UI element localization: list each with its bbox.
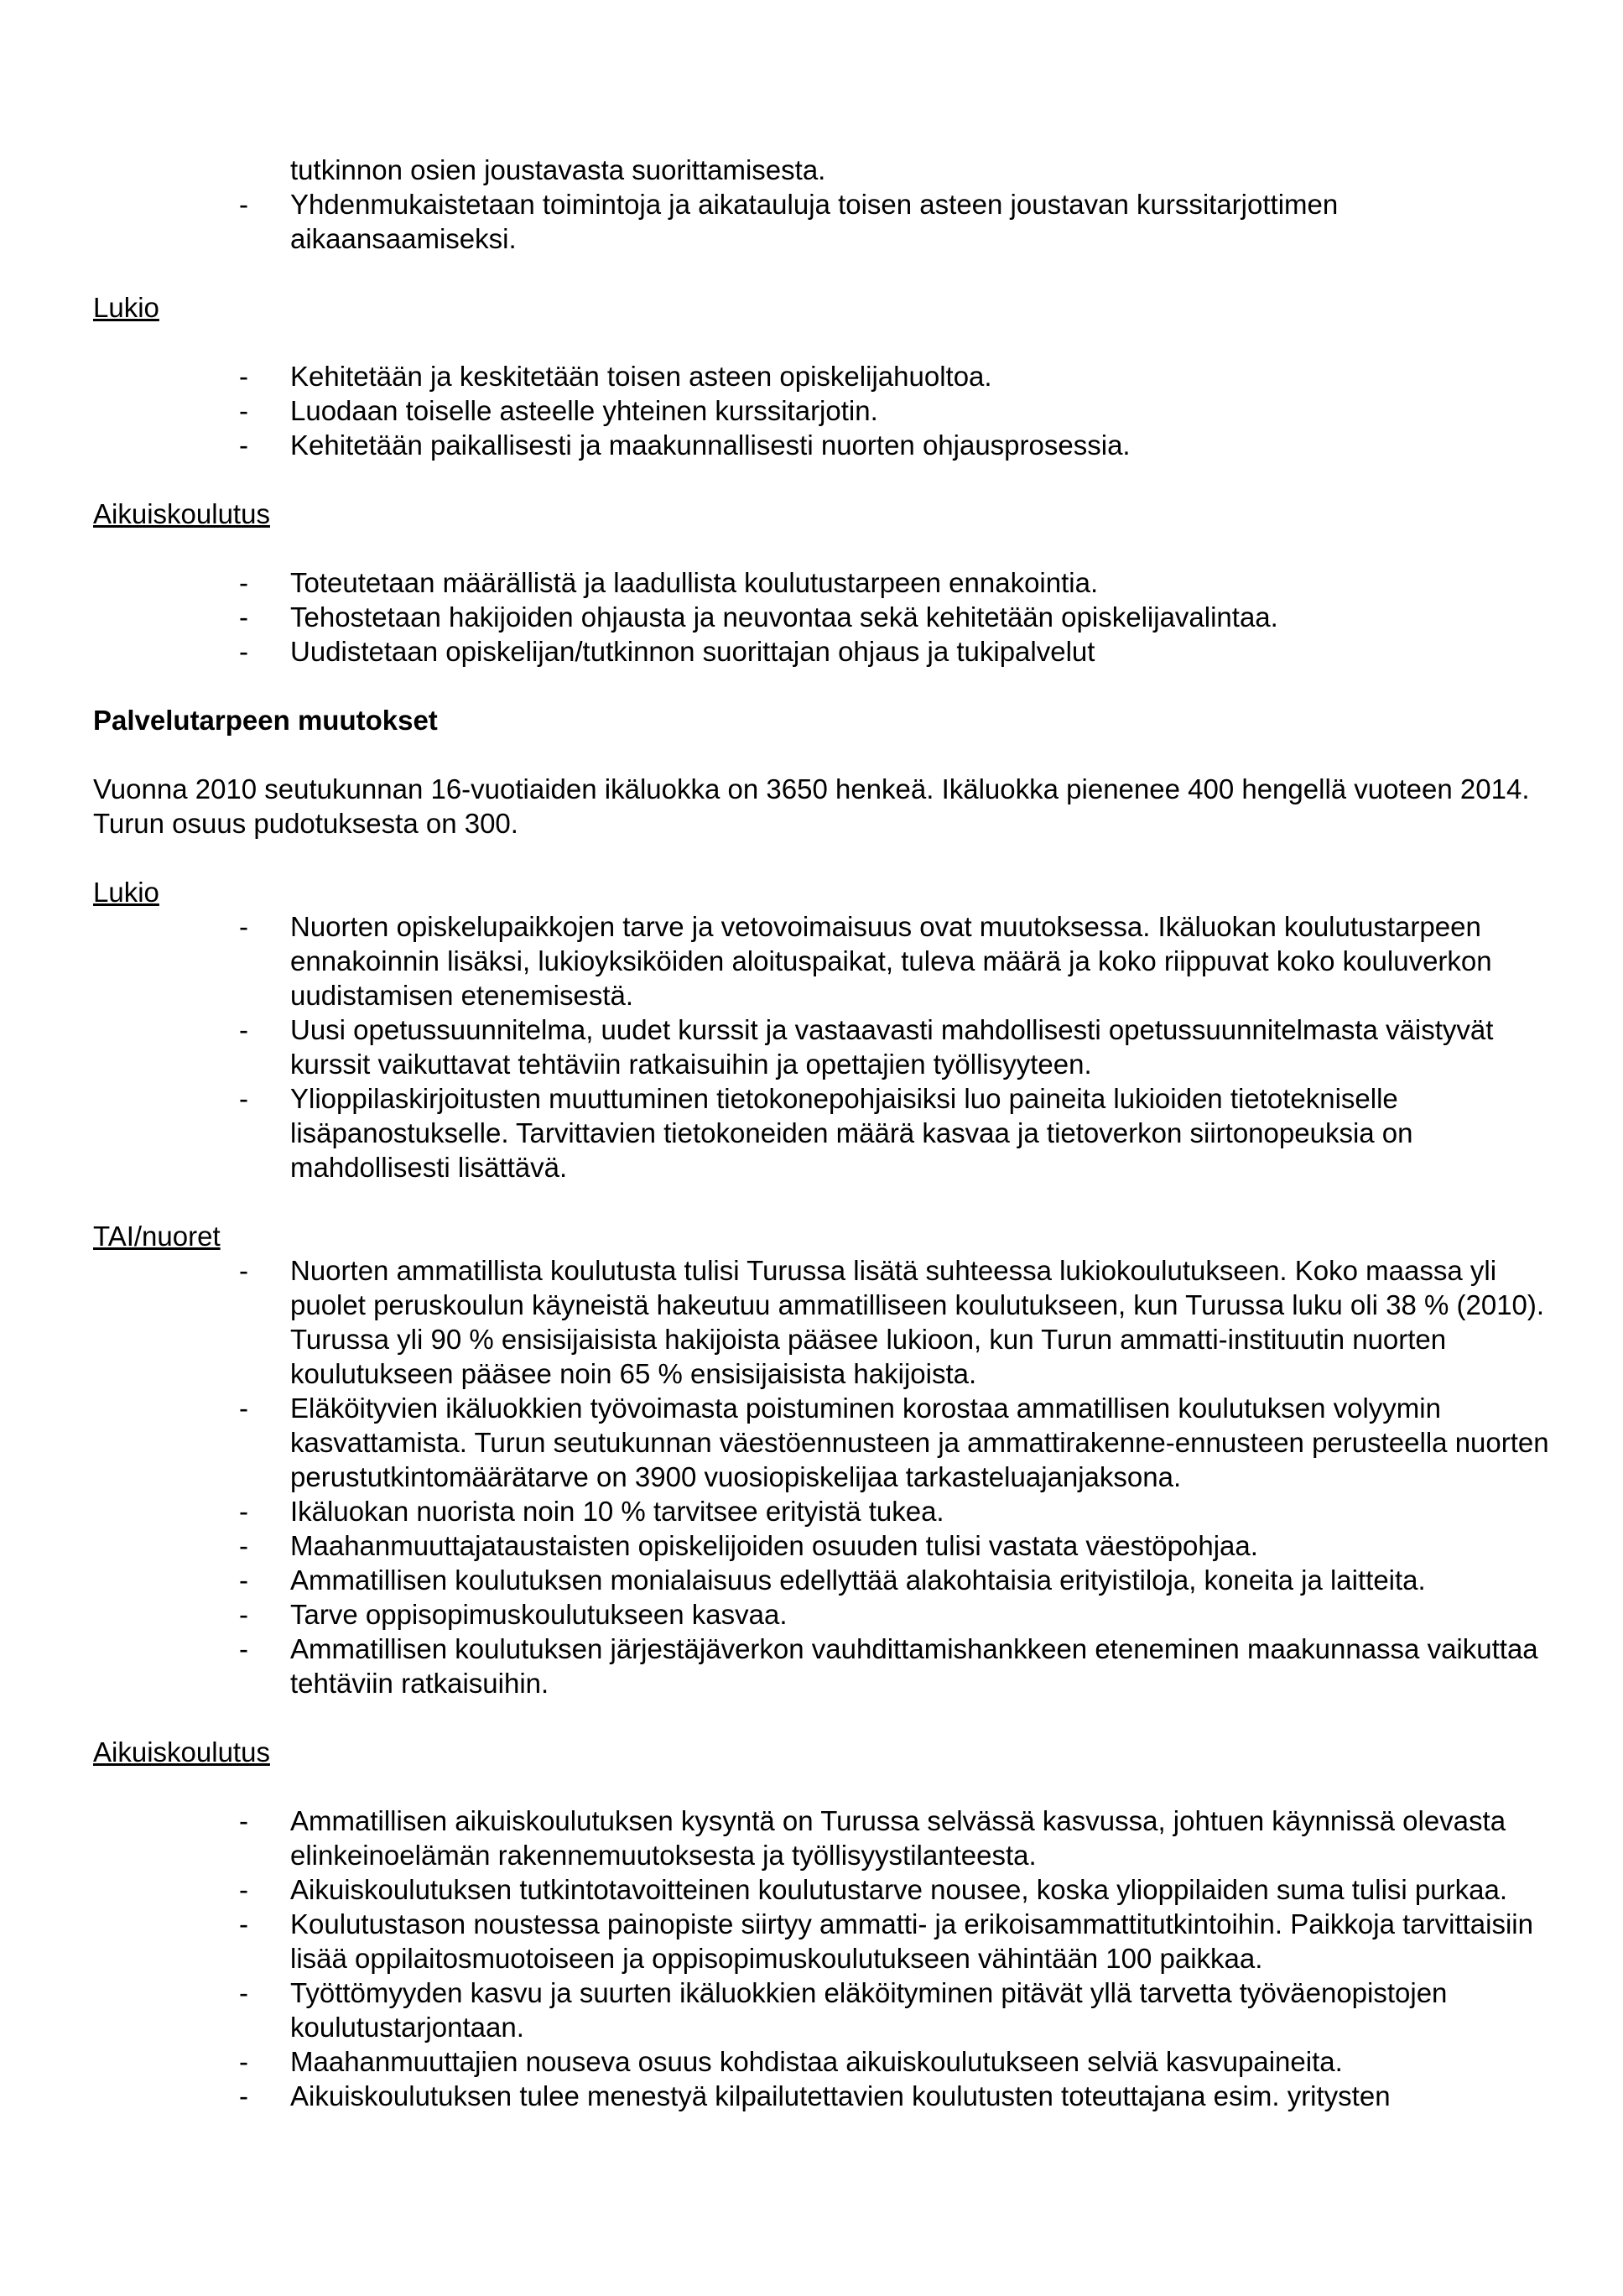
list-item-text: Koulutustason noustessa painopiste siirtyy ammatti- ja erikoisammattitutkintoihin. Paikkoja tarvittaisiin lisää oppilaitosmuotoiseen ja oppisopimuskoulutukseen vähintään 100 paikkaa. xyxy=(290,1908,1533,1974)
list-item-text: Toteutetaan määrällistä ja laadullista koulutustarpeen ennakointia. xyxy=(290,567,1099,598)
list-item-text: Tehostetaan hakijoiden ohjausta ja neuvontaa sekä kehitetään opiskelijavalintaa. xyxy=(290,601,1278,633)
aikuis-list-2 xyxy=(0,1804,1623,2113)
list-item-text: Tarve oppisopimuskoulutukseen kasvaa. xyxy=(290,1599,788,1630)
dash-bullet: - xyxy=(239,1977,248,2008)
list-item-text: Uudistetaan opiskelijan/tutkinnon suorittajan ohjaus ja tukipalvelut xyxy=(290,636,1095,667)
list-item xyxy=(0,1391,1574,1494)
dash-bullet: - xyxy=(239,395,248,426)
list-item xyxy=(0,187,1574,256)
list-item-text: Ammatillisen aikuiskoulutuksen kysyntä on Turussa selvässä kasvussa, johtuen käynnissä olevasta elinkeinoelämän rakennemuutoksesta ja työllisyystilanteesta. xyxy=(290,1805,1506,1871)
list-item-text: Luodaan toiselle asteelle yhteinen kurssitarjotin. xyxy=(290,395,878,426)
list-item xyxy=(0,634,1574,669)
dash-bullet: - xyxy=(239,1565,248,1596)
dash-bullet: - xyxy=(239,601,248,633)
dash-bullet: - xyxy=(239,430,248,461)
list-item xyxy=(0,2079,1574,2113)
dash-bullet: - xyxy=(239,1083,248,1114)
list-item-text: Eläköityvien ikäluokkien työvoimasta poistuminen korostaa ammatillisen koulutuksen volyymin kasvattamista. Turun seutukunnan väestöennusteen ja ammattirakenne-ennusteen perusteella nuorten perustutkintomäärätarve on 3900 vuosiopiskelijaa tarkasteluajanjaksona. xyxy=(290,1393,1549,1492)
dash-bullet: - xyxy=(239,2080,248,2111)
list-item-text: Ammatillisen koulutuksen järjestäjäverkon vauhdittamishankkeen eteneminen maakunnassa vaikuttaa tehtäviin ratkaisuihin. xyxy=(290,1633,1538,1699)
intro-bullet-list xyxy=(0,187,1623,256)
list-item xyxy=(0,1597,1574,1632)
dash-bullet: - xyxy=(239,2046,248,2077)
list-item-text: Nuorten opiskelupaikkojen tarve ja vetovoimaisuus ovat muutoksessa. Ikäluokan koulutustarpeen ennakoinnin lisäksi, lukioyksiköiden aloituspaikat, tuleva määrä ja koko riippuvat koko kouluverkon uudistamisen etenemisestä. xyxy=(290,911,1492,1011)
list-item-text: Ikäluokan nuorista noin 10 % tarvitsee erityistä tukea. xyxy=(290,1496,944,1527)
list-item xyxy=(0,565,1574,600)
list-item-text: Maahanmuuttajataustaisten opiskelijoiden osuuden tulisi vastata väestöpohjaa. xyxy=(290,1530,1258,1561)
heading-lukio: Lukio xyxy=(93,292,159,323)
lukio-list-1 xyxy=(0,359,1623,462)
heading-aikuiskoulutus: Aikuiskoulutus xyxy=(93,498,270,529)
list-item-text: Ammatillisen koulutuksen monialaisuus edellyttää alakohtaisia erityistiloja, koneita ja laitteita. xyxy=(290,1565,1426,1596)
list-item-text: Yhdenmukaistetaan toimintoja ja aikatauluja toisen asteen joustavan kurssitarjottimen aikaansaamiseksi. xyxy=(290,189,1339,254)
list-item xyxy=(0,1081,1574,1184)
list-item xyxy=(0,428,1574,462)
dash-bullet: - xyxy=(239,361,248,392)
dash-bullet: - xyxy=(239,1599,248,1630)
list-item-text: Aikuiskoulutuksen tulee menestyä kilpailutettavien koulutusten toteuttajana esim. yritysten xyxy=(290,2080,1391,2111)
heading-aikuiskoulutus-2: Aikuiskoulutus xyxy=(93,1736,270,1768)
heading-tai-nuoret: TAI/nuoret xyxy=(93,1221,221,1252)
dash-bullet: - xyxy=(239,1014,248,1045)
list-item xyxy=(0,1632,1574,1700)
section-title: Palvelutarpeen muutokset xyxy=(93,705,438,736)
list-item xyxy=(0,1013,1574,1081)
list-item-text: Maahanmuuttajien nouseva osuus kohdistaa aikuiskoulutukseen selviä kasvupaineita. xyxy=(290,2046,1343,2077)
aikuis-list-1 xyxy=(0,565,1623,669)
list-item xyxy=(0,1804,1574,1872)
list-item xyxy=(0,1563,1574,1597)
dash-bullet: - xyxy=(239,1633,248,1664)
list-item xyxy=(0,1528,1574,1563)
dash-bullet: - xyxy=(239,189,248,220)
dash-bullet: - xyxy=(239,911,248,942)
list-item xyxy=(0,1494,1574,1528)
list-item xyxy=(0,1976,1574,2044)
list-item-text: Kehitetään ja keskitetään toisen asteen opiskelijahuoltoa. xyxy=(290,361,992,392)
tai-list xyxy=(0,1253,1623,1700)
list-item xyxy=(0,1253,1574,1391)
list-item-text: Nuorten ammatillista koulutusta tulisi Turussa lisätä suhteessa lukiokoulutukseen. Koko maassa yli puolet peruskoulun käyneistä hakeutuu ammatilliseen koulutukseen, kun Turussa luku oli 38 % (2010). Turussa yli 90 % ensisijaisista hakijoista pääsee lukioon, kun Turun ammatti-instituutin nuorten koulutukseen pääsee noin 65 % ensisijaisista hakijoista. xyxy=(290,1255,1545,1389)
list-item-text: Aikuiskoulutuksen tutkintotavoitteinen koulutustarve nousee, koska ylioppilaiden suma tulisi purkaa. xyxy=(290,1874,1508,1905)
list-item-text: Työttömyyden kasvu ja suurten ikäluokkien eläköityminen pitävät yllä tarvetta työväenopistojen koulutustarjontaan. xyxy=(290,1977,1448,2043)
list-item-text: Uusi opetussuunnitelma, uudet kurssit ja vastaavasti mahdollisesti opetussuunnitelmasta väistyvät kurssit vaikuttavat tehtäviin ratkaisuihin ja opettajien työllisyyteen. xyxy=(290,1014,1494,1080)
dash-bullet: - xyxy=(239,1496,248,1527)
dash-bullet: - xyxy=(239,567,248,598)
list-item xyxy=(0,1907,1574,1976)
dash-bullet: - xyxy=(239,1908,248,1939)
heading-lukio-2: Lukio xyxy=(93,877,159,908)
continuation-text: tutkinnon osien joustavasta suorittamisesta. xyxy=(290,154,826,185)
population-paragraph: Vuonna 2010 seutukunnan 16-vuotiaiden ikäluokka on 3650 henkeä. Ikäluokka pienenee 400 hengellä vuoteen 2014. Turun osuus pudotuksesta on 300. xyxy=(93,773,1530,839)
dash-bullet: - xyxy=(239,1805,248,1836)
list-item-text: Kehitetään paikallisesti ja maakunnallisesti nuorten ohjausprosessia. xyxy=(290,430,1131,461)
list-item xyxy=(0,2044,1574,2079)
list-item xyxy=(0,909,1574,1013)
list-item-text: Ylioppilaskirjoitusten muuttuminen tietokonepohjaisiksi luo paineita lukioiden tietotekniselle lisäpanostukselle. Tarvittavien tietokoneiden määrä kasvaa ja tietoverkon siirtonopeuksia on mahdollisesti lisättävä. xyxy=(290,1083,1413,1183)
dash-bullet: - xyxy=(239,1874,248,1905)
dash-bullet: - xyxy=(239,1255,248,1286)
list-item xyxy=(0,359,1574,393)
dash-bullet: - xyxy=(239,1393,248,1424)
list-item xyxy=(0,393,1574,428)
dash-bullet: - xyxy=(239,636,248,667)
list-item xyxy=(0,600,1574,634)
lukio-list-2 xyxy=(0,909,1623,1184)
list-item xyxy=(0,1872,1574,1907)
dash-bullet: - xyxy=(239,1530,248,1561)
